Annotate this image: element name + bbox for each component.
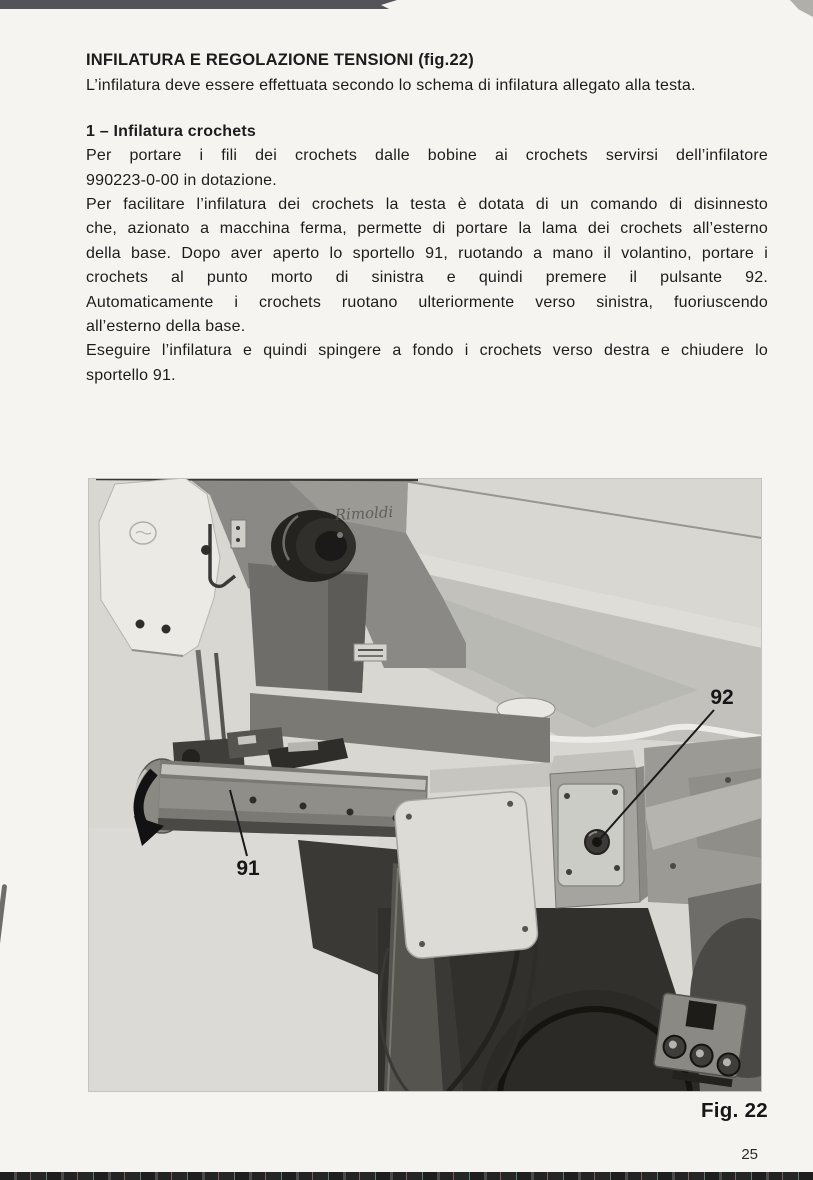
scan-artifact-left-mark xyxy=(0,884,7,954)
scan-artifact-top-band xyxy=(0,0,397,9)
paragraph-threader: Per portare i fili dei crochets dalle bobine ai crochets servirsi dell’infilatore 990223-0-00 in dotazione. xyxy=(86,147,768,189)
body-pedestal xyxy=(248,563,368,693)
page-number: 25 xyxy=(741,1146,758,1163)
scan-artifact-bottom-band xyxy=(0,1172,813,1180)
paragraph-procedure: Per facilitare l’infilatura dei crochets la testa è dotata di un comando di disinnesto che, azionato a macchina ferma, permette di portare la lama dei crochets all’esterno della base. Dopo aver aperto lo sportello 91, ruotando a mano il volantino, portare i crochets al punto morto di sinistra e quindi premere il pulsante 92. Automaticamente i crochets ruotano ulteriormente verso sinistra, fuoriuscendo all’esterno della base. xyxy=(86,196,768,336)
release-button-block xyxy=(550,750,648,908)
figure-label-92: 92 xyxy=(710,686,734,709)
figure-caption: Fig. 22 xyxy=(700,1099,768,1122)
brand-logo: Rimoldi xyxy=(334,502,394,524)
intro-paragraph: L’infilatura deve essere effettuata secondo lo schema di infilatura allegato alla testa. xyxy=(86,77,696,95)
scan-artifact-top-right xyxy=(781,0,813,17)
paragraph-closing: Eseguire l’infilatura e quindi spingere a fondo i crochets verso destra e chiudere lo sportello 91. xyxy=(86,342,768,384)
cover-plate xyxy=(394,790,539,959)
body-label-plate xyxy=(354,644,387,661)
head-screw-left xyxy=(136,620,145,629)
figure-22-photo xyxy=(88,478,762,1092)
text-column xyxy=(86,48,768,388)
head-screw-right xyxy=(162,625,171,634)
stitch-plate xyxy=(231,520,246,548)
figure-label-91: 91 xyxy=(236,857,260,880)
page-title: INFILATURA E REGOLAZIONE TENSIONI (fig.22) xyxy=(86,51,474,69)
section-heading: 1 – Infilatura crochets xyxy=(86,122,256,140)
sewing-machine-photo xyxy=(88,478,762,1092)
